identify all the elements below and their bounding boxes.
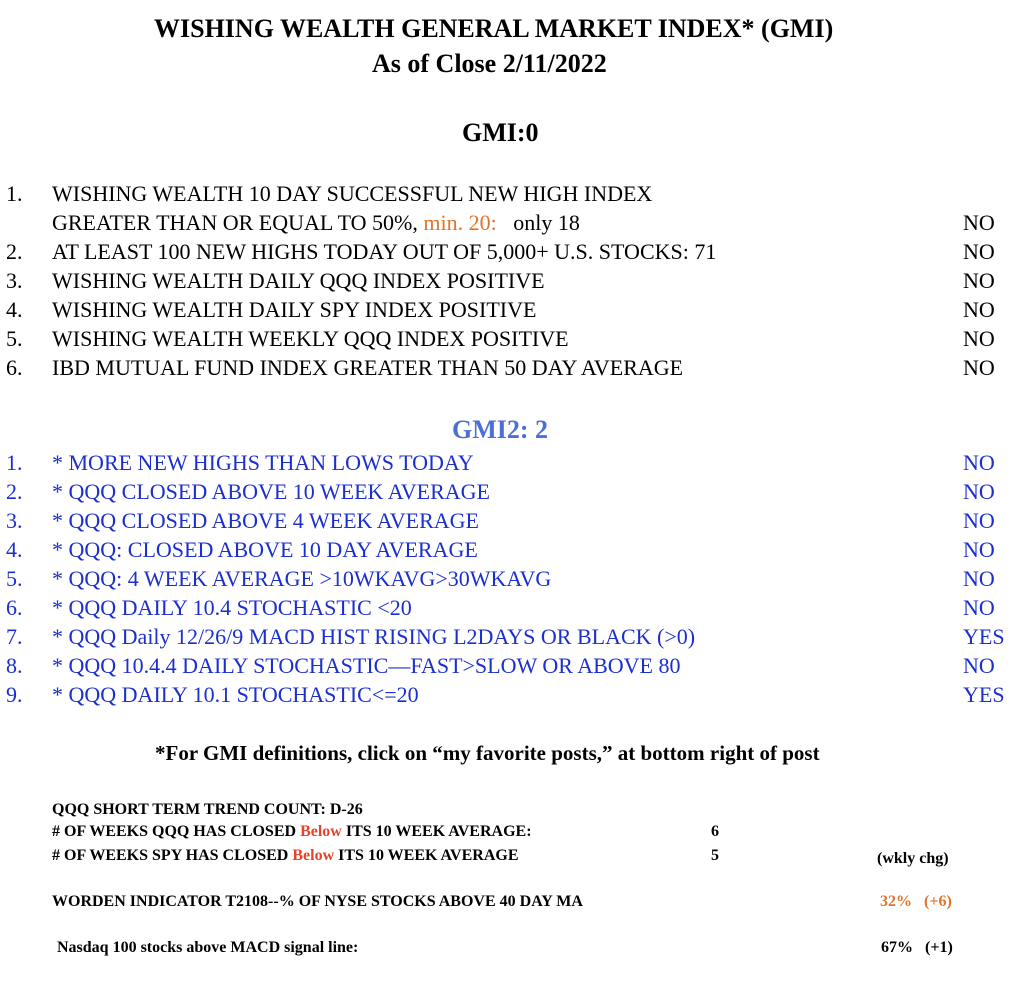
item-number: 3.	[6, 268, 23, 293]
item-text: * QQQ DAILY 10.4 STOCHASTIC <20	[52, 595, 412, 620]
item-text: WISHING WEALTH WEEKLY QQQ INDEX POSITIVE	[52, 326, 569, 351]
item-text: * QQQ CLOSED ABOVE 10 WEEK AVERAGE	[52, 479, 490, 504]
spy-weeks-row	[52, 847, 519, 865]
item-answer: NO	[963, 297, 995, 322]
item-text: WISHING WEALTH DAILY SPY INDEX POSITIVE	[52, 297, 537, 322]
worden-indicator-label: WORDEN INDICATOR T2108--% OF NYSE STOCKS ABOVE 40 DAY MA	[52, 893, 583, 910]
item-text: * QQQ: CLOSED ABOVE 10 DAY AVERAGE	[52, 537, 478, 562]
spy-weeks-value: 5	[711, 847, 719, 864]
gmi-item-3	[0, 268, 1024, 296]
gmi2-item-5	[0, 566, 1024, 594]
item-text-line2	[52, 210, 580, 236]
qqq-weeks-row	[52, 823, 532, 841]
item-answer: NO	[963, 653, 995, 678]
item-text: * QQQ: 4 WEEK AVERAGE >10WKAVG>30WKAVG	[52, 566, 552, 591]
weekly-change-label: (wkly chg)	[877, 850, 949, 867]
gmi-item-2	[0, 239, 1024, 267]
item-answer: NO	[963, 595, 995, 620]
item-answer: NO	[963, 239, 995, 264]
gmi2-item-2	[0, 479, 1024, 507]
item-number: 2.	[6, 479, 23, 504]
item-number: 7.	[6, 624, 23, 649]
item-answer: NO	[963, 268, 995, 293]
gmi2-item-6	[0, 595, 1024, 623]
item-answer: NO	[963, 479, 995, 504]
spy-weeks-label-end: ITS 10 WEEK AVERAGE	[338, 847, 519, 864]
gmi-item-4	[0, 297, 1024, 325]
worden-indicator-value: 32% (+6)	[880, 893, 952, 910]
item-number: 4.	[6, 537, 23, 562]
gmi2-item-7	[0, 624, 1024, 652]
item-text: * QQQ 10.4.4 DAILY STOCHASTIC—FAST>SLOW OR ABOVE 80	[52, 653, 681, 678]
item-text: * QQQ CLOSED ABOVE 4 WEEK AVERAGE	[52, 508, 479, 533]
item-answer: NO	[963, 537, 995, 562]
below-label: Below	[292, 847, 335, 864]
gmi2-item-3	[0, 508, 1024, 536]
definitions-note: *For GMI definitions, click on “my favorite posts,” at bottom right of post	[155, 741, 820, 765]
item-number: 6.	[6, 355, 23, 380]
qqq-weeks-label: # OF WEEKS QQQ HAS CLOSED	[52, 823, 297, 840]
below-label: Below	[300, 823, 342, 840]
nasdaq-macd-label: Nasdaq 100 stocks above MACD signal line:	[57, 939, 359, 956]
item-text: WISHING WEALTH DAILY QQQ INDEX POSITIVE	[52, 268, 545, 293]
item-answer: NO	[963, 210, 995, 235]
item-number: 9.	[6, 682, 23, 707]
item-text: * QQQ DAILY 10.1 STOCHASTIC<=20	[52, 682, 419, 707]
item-number: 5.	[6, 326, 23, 351]
gmi2-heading: GMI2: 2	[452, 415, 549, 444]
item-number: 4.	[6, 297, 23, 322]
nasdaq-macd-value: 67% (+1)	[881, 939, 953, 956]
trend-count: QQQ SHORT TERM TREND COUNT: D-26	[52, 801, 363, 818]
item-text: * MORE NEW HIGHS THAN LOWS TODAY	[52, 450, 474, 475]
item-text: AT LEAST 100 NEW HIGHS TODAY OUT OF 5,000+ U.S. STOCKS: 71	[52, 239, 717, 264]
item-answer: NO	[963, 355, 995, 380]
gmi-item-5	[0, 326, 1024, 354]
gmi-item-1	[0, 181, 1024, 241]
gmi2-item-8	[0, 653, 1024, 681]
item-answer: NO	[963, 508, 995, 533]
item-text: WISHING WEALTH 10 DAY SUCCESSFUL NEW HIGH INDEX	[52, 181, 653, 206]
gmi2-item-1	[0, 450, 1024, 478]
item-number: 3.	[6, 508, 23, 533]
gmi2-item-4	[0, 537, 1024, 565]
page-title: WISHING WEALTH GENERAL MARKET INDEX* (GMI)	[154, 14, 834, 43]
item-number: 1.	[6, 181, 23, 206]
item-answer: NO	[963, 566, 995, 591]
item-number: 6.	[6, 595, 23, 620]
item-text-part: only 18	[513, 210, 580, 235]
item-text: * QQQ Daily 12/26/9 MACD HIST RISING L2DAYS OR BLACK (>0)	[52, 624, 696, 649]
date-line: As of Close 2/11/2022	[372, 49, 607, 78]
item-answer: NO	[963, 326, 995, 351]
item-number: 1.	[6, 450, 23, 475]
item-answer: NO	[963, 450, 995, 475]
item-number: 2.	[6, 239, 23, 264]
item-number: 5.	[6, 566, 23, 591]
min-requirement: min. 20:	[423, 210, 497, 235]
qqq-weeks-label-end: ITS 10 WEEK AVERAGE:	[345, 823, 532, 840]
item-text: IBD MUTUAL FUND INDEX GREATER THAN 50 DAY AVERAGE	[52, 355, 684, 380]
gmi-item-6	[0, 355, 1024, 383]
item-answer: YES	[963, 624, 1005, 649]
item-answer: YES	[963, 682, 1005, 707]
item-text-part: GREATER THAN OR EQUAL TO 50%,	[52, 210, 418, 235]
gmi2-item-9	[0, 682, 1024, 710]
spy-weeks-label: # OF WEEKS SPY HAS CLOSED	[52, 847, 289, 864]
gmi-heading: GMI:0	[462, 118, 539, 147]
item-number: 8.	[6, 653, 23, 678]
qqq-weeks-value: 6	[711, 823, 719, 840]
